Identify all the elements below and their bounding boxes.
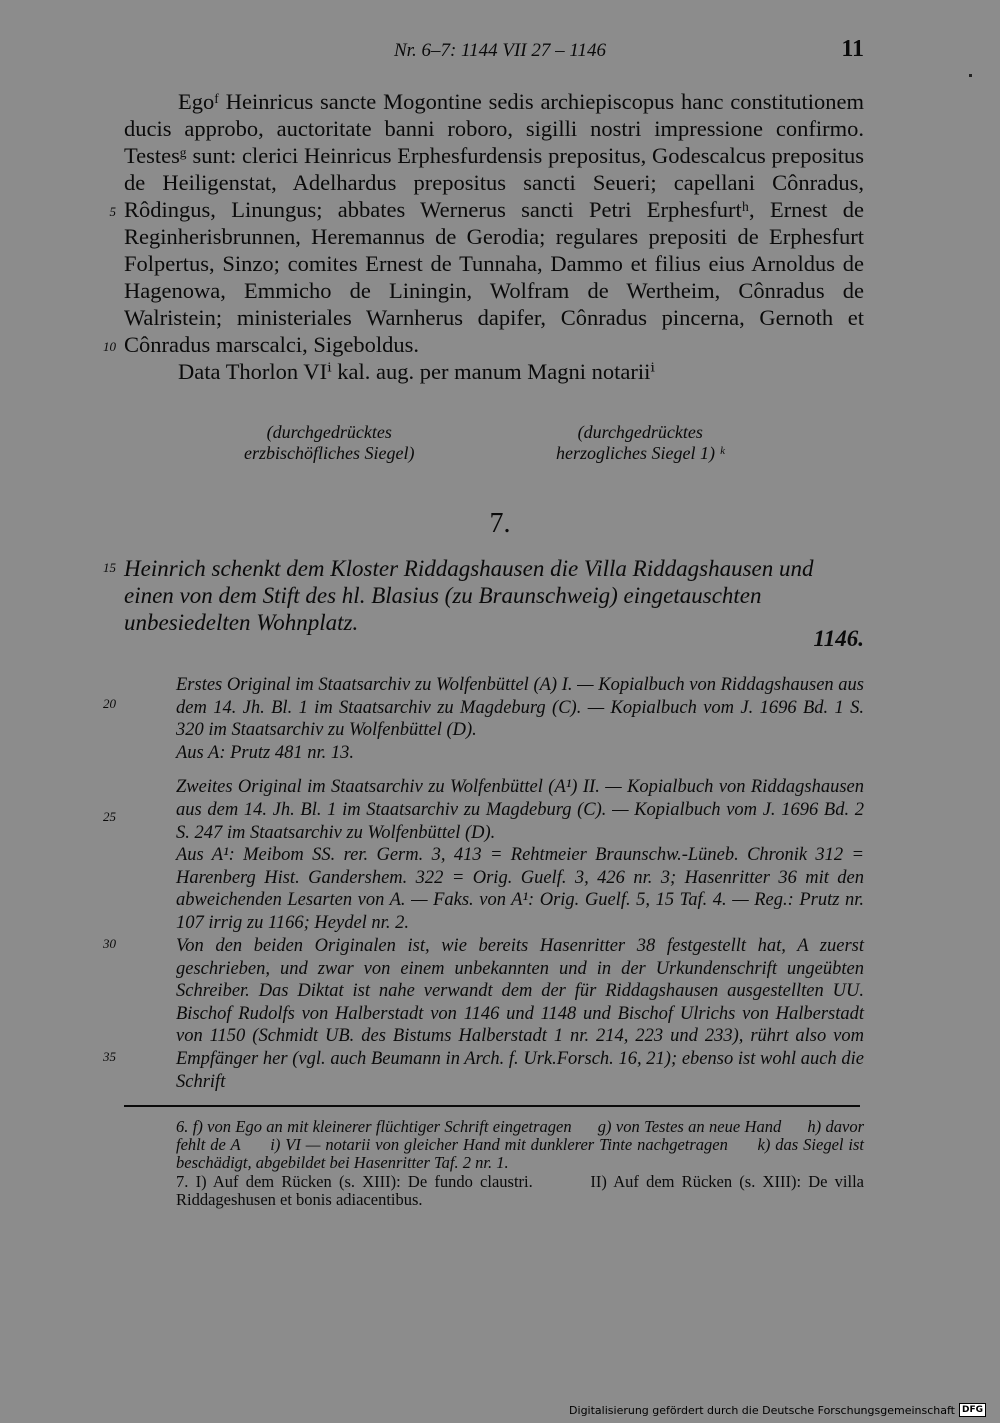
footnotes xyxy=(176,1118,864,1209)
footnotes-6 xyxy=(176,1118,864,1173)
line-number-5: 5 xyxy=(109,204,116,219)
line-number-20: 20 xyxy=(103,696,116,711)
tradition-block xyxy=(176,674,864,935)
seal-left-line2: erzbischöfliches Siegel) xyxy=(244,443,415,463)
document-number: 7. xyxy=(489,508,511,539)
charter-body xyxy=(124,88,864,385)
page-number: 11 xyxy=(841,36,864,62)
credit-text: Digitalisierung gefördert durch die Deutsche Forschungsgemeinschaft xyxy=(569,1403,955,1417)
footnote-f: 6. f) von Ego an mit kleinerer flüchtiger Schrift eingetragen xyxy=(176,1117,572,1136)
digitization-credit xyxy=(569,1403,986,1417)
line-number-10: 10 xyxy=(103,339,116,354)
seal-left-line1: (durchgedrücktes xyxy=(266,422,392,442)
line-number-25: 25 xyxy=(103,809,116,824)
charter-text: Egoᶠ Heinricus sancte Mogontine sedis archiepiscopus hanc constitutionem ducis approbo, auctoritate banni roboro, sigilli nostri impressione confirmo. Testesᵍ sunt: clerici Heinricus Erphesfurdensis prepositus, Godescalcus prepositus de Heiligenstat, Adelhardus prepositus sancti Seueri; capellani Cônradus, Rôdingus, Linungus; abbates Wernerus sancti Petri Erphesfurtʰ, Ernest de Reginherisbrunnen, Heremannus de Gerodia; regulares prepositi de Erphesfurt Folpertus, Sinzo; comites Ernest de Tunnaha, Dammo et filius eius Arnoldus de Hagenowa, Emmicho de Liningin, Wolfram de Wertheim, Cônradus de Walristein; ministeriales Warnherus dapifer, Cônradus pincerna, Gernoth et Cônradus marscalci, Sigeboldus. xyxy=(124,89,864,357)
footnote-7-II: II) Auf dem Rücken (s. XIII): De villa Riddageshusen et bonis adiacentibus. xyxy=(176,1171,865,1209)
tradition-edition-a1: Aus A¹: Meibom SS. rer. Germ. 3, 413 = Rehtmeier Braunschw.-Lüneb. Chronik 312 = Harenberg Hist. Gandershem. 322 = Orig. Guelf. 3, 426 nr. 3; Hasenritter 36 mit den abweichenden Lesarten von A. — Faks. von A¹: Orig. Guelf. 5, 15 Taf. 4. — Reg.: Prutz nr. 107 irrig zu 1166; Heydel nr. 2. xyxy=(176,845,864,933)
footnotes-7 xyxy=(176,1173,864,1209)
footnote-i: i) VI — notarii von gleicher Hand mit dunklerer Tinte nachgetragen xyxy=(270,1135,728,1155)
seal-left xyxy=(244,422,414,464)
line-number-15: 15 xyxy=(103,560,116,575)
tradition-original-a: Erstes Original im Staatsarchiv zu Wolfenbüttel (A) I. — Kopialbuch von Riddagshausen aus dem 14. Jh. Bl. 1 im Staatsarchiv zu Magdeburg (C). — Kopialbuch vom J. 1696 Bd. 1 S. 320 im Staatsarchiv zu Wolfenbüttel (D). xyxy=(176,675,864,741)
footnote-g: g) von Testes an neue Hand xyxy=(597,1117,782,1136)
line-number-35: 35 xyxy=(103,1049,116,1064)
seal-right-line1: (durchgedrücktes xyxy=(577,422,703,442)
line-number-30: 30 xyxy=(103,936,116,951)
commentary-block xyxy=(176,935,864,1093)
tradition-edition-a: Aus A: Prutz 481 nr. 13. xyxy=(176,742,354,763)
footnote-rule xyxy=(124,1105,860,1107)
regest xyxy=(124,555,864,636)
scan-speck xyxy=(969,74,972,77)
dfg-logo: DFG xyxy=(959,1403,986,1417)
running-header xyxy=(0,36,1000,66)
footnote-k: k) das Siegel ist beschädigt, abgebildet bei Hasenritter Taf. 2 nr. 1. xyxy=(176,1135,865,1173)
seal-right-line2: herzogliches Siegel 1) ᵏ xyxy=(556,443,725,463)
commentary-text: Von den beiden Originalen ist, wie bereits Hasenritter 38 festgestellt hat, A zuerst geschrieben, und zwar von einem unbekannten und in der Urkundenschrift ungeübten Schreiber. Das Diktat ist nahe verwandt dem der für Riddagshausen ausgestellten UU. Bischof Rudolfs von Halberstadt von 1146 und 1148 und Bischof Ulrichs von Halberstadt von 1150 (Schmidt UB. des Bistums Halberstadt 1 nr. 214, 223 und 233), rührt also vom Empfänger her (vgl. auch Beumann in Arch. f. Urk.Forsch. 16, 21); ebenso ist wohl auch die Schrift xyxy=(176,936,864,1092)
footnote-7-I: 7. I) Auf dem Rücken (s. XIII): De fundo claustri. xyxy=(176,1171,533,1191)
tradition-original-a1: Zweites Original im Staatsarchiv zu Wolfenbüttel (A¹) II. — Kopialbuch von Riddagshausen aus dem 14. Jh. Bl. 1 im Staatsarchiv zu Magdeburg (C). — Kopialbuch vom J. 1696 Bd. 2 S. 247 im Staatsarchiv zu Wolfenbüttel (D). xyxy=(176,777,864,843)
regest-text: Heinrich schenkt dem Kloster Riddagshausen die Villa Riddagshausen und einen von dem Stift des hl. Blasius (zu Braunschweig) eingetauschten unbesiedelten Wohnplatz. xyxy=(124,556,814,635)
footnote-h: h) davor fehlt de A xyxy=(176,1117,864,1155)
seal-right xyxy=(556,422,725,464)
running-title: Nr. 6–7: 1144 VII 27 – 1146 xyxy=(394,40,606,61)
document-date: 1146. xyxy=(813,626,864,651)
data-line: Data Thorlon VIⁱ kal. aug. per manum Magni notariiⁱ xyxy=(178,359,655,384)
